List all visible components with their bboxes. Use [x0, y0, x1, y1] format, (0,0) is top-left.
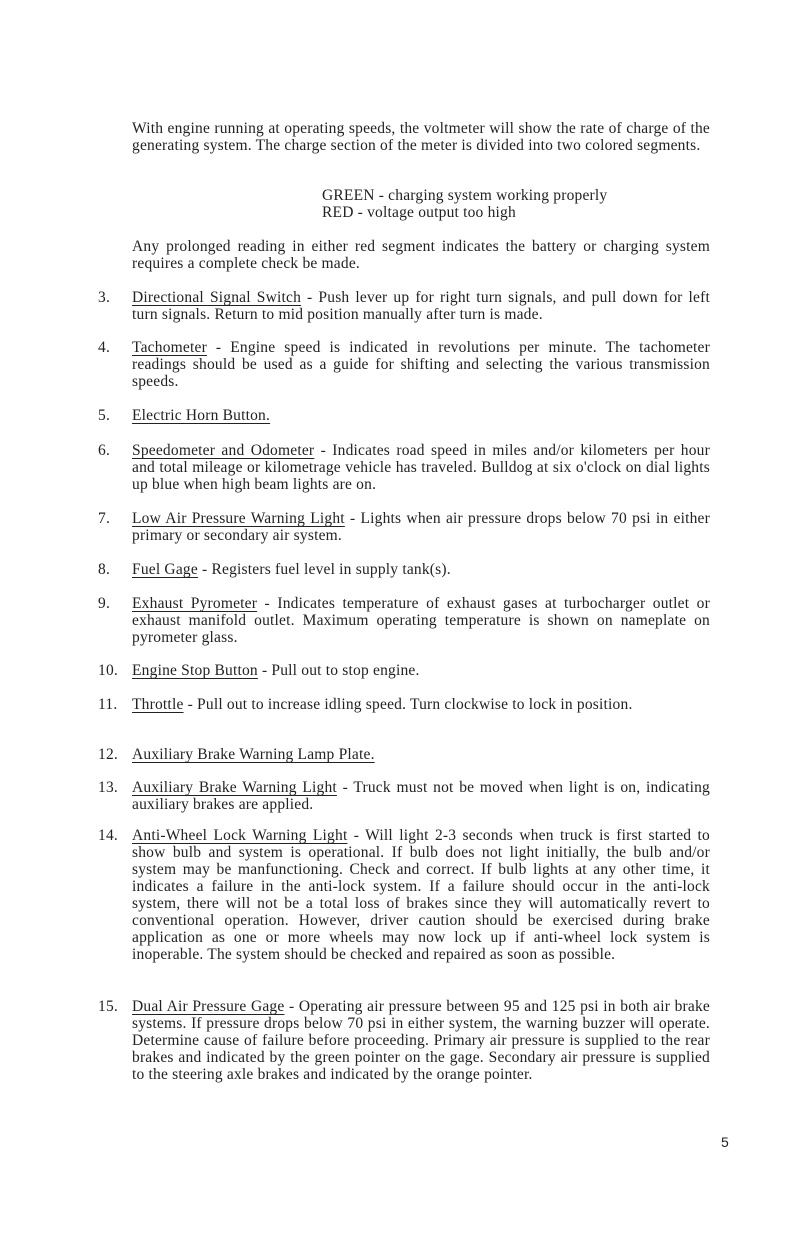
list-item [98, 595, 710, 646]
item-text: - Pull out to increase idling speed. Turn clockwise to lock in position. [183, 696, 633, 713]
item-text: - Operating air pressure between 95 and 125 psi in both air brake systems. If pressure drops below 70 psi in either system, the warning buzzer will operate. Determine cause of failure before proceeding. Primary air pressure is supplied to the rear brakes and indicated by the green pointer on the gage. Secondary air pressure is supplied to the steering axle brakes and indicated by the orange pointer. [132, 998, 710, 1083]
intro-paragraph: With engine running at operating speeds, the voltmeter will show the rate of charge of the generating system. The charge section of the meter is divided into two colored segments. [132, 120, 710, 154]
item-number: 15. [98, 998, 118, 1015]
item-text: - Indicates road speed in miles and/or kilometers per hour and total mileage or kilometrage vehicle has traveled. Bulldog at six o'clock on dial lights up blue when high beam lights are on. [132, 442, 710, 493]
list-item [98, 827, 710, 963]
item-title: Dual Air Pressure Gage [132, 998, 285, 1015]
item-number: 7. [98, 510, 111, 527]
item-title: Exhaust Pyrometer [132, 595, 258, 612]
item-title: Anti-Wheel Lock Warning Light [132, 827, 348, 844]
legend-red: RED - voltage output too high [322, 204, 516, 221]
list-item [98, 339, 710, 390]
item-title: Low Air Pressure Warning Light [132, 510, 345, 527]
list-item [98, 779, 710, 813]
warning-paragraph: Any prolonged reading in either red segment indicates the battery or charging system requires a complete check be made. [132, 238, 710, 272]
item-number: 8. [98, 561, 111, 578]
item-title: Speedometer and Odometer [132, 442, 315, 459]
item-number: 14. [98, 827, 118, 844]
item-title: Auxiliary Brake Warning Light [132, 779, 337, 796]
item-number: 4. [98, 339, 111, 356]
item-number: 9. [98, 595, 111, 612]
item-number: 13. [98, 779, 118, 796]
item-title: Electric Horn Button. [132, 407, 271, 424]
item-number: 12. [98, 746, 118, 763]
item-number: 6. [98, 442, 111, 459]
item-text: - Engine speed is indicated in revolutions per minute. The tachometer readings should be used as a guide for shifting and selecting the various transmission speeds. [132, 339, 710, 390]
item-title: Throttle [132, 696, 184, 713]
item-text: - Push lever up for right turn signals, and pull down for left turn signals. Return to mid position manually after turn is made. [132, 289, 710, 323]
legend-green: GREEN - charging system working properly [322, 187, 608, 204]
item-number: 10. [98, 662, 118, 679]
page-number: 5 [721, 1134, 729, 1150]
item-title: Tachometer [132, 339, 207, 356]
list-item [98, 662, 710, 679]
list-item [98, 561, 710, 578]
list-item [98, 289, 710, 323]
list-item [98, 510, 710, 544]
item-number: 5. [98, 407, 111, 424]
item-number: 3. [98, 289, 111, 306]
item-number: 11. [98, 696, 118, 713]
list-item [98, 746, 710, 763]
item-title: Directional Signal Switch [132, 289, 302, 306]
item-text: - Lights when air pressure drops below 70 psi in either primary or secondary air system. [132, 510, 710, 544]
list-item [98, 998, 710, 1083]
item-text: - Will light 2-3 seconds when truck is first started to show bulb and system is operational. If bulb does not light initially, the bulb and/or system may be manfunctioning. Check and correct. If bulb lights at any other time, it indicates a failure in the anti-lock system. If a failure should occur in the anti-lock system, there will not be a total loss of brakes since they will automatically revert to conventional operation. However, driver caution should be exercised during brake application as one or more wheels may now lock up if anti-wheel lock system is inoperable. The system should be checked and repaired as soon as possible. [132, 827, 710, 963]
item-text: - Indicates temperature of exhaust gases at turbocharger outlet or exhaust manifold outlet. Maximum operating temperature is shown on nameplate on pyrometer glass. [132, 595, 710, 646]
list-item [98, 696, 710, 713]
list-item [98, 407, 710, 424]
item-title: Fuel Gage [132, 561, 198, 578]
item-title: Auxiliary Brake Warning Lamp Plate. [132, 746, 375, 763]
item-text: - Registers fuel level in supply tank(s). [197, 561, 451, 578]
item-text: - Pull out to stop engine. [257, 662, 420, 679]
item-title: Engine Stop Button [132, 662, 258, 679]
list-item [98, 442, 710, 493]
item-text: - Truck must not be moved when light is on, indicating auxiliary brakes are applied. [132, 779, 710, 813]
